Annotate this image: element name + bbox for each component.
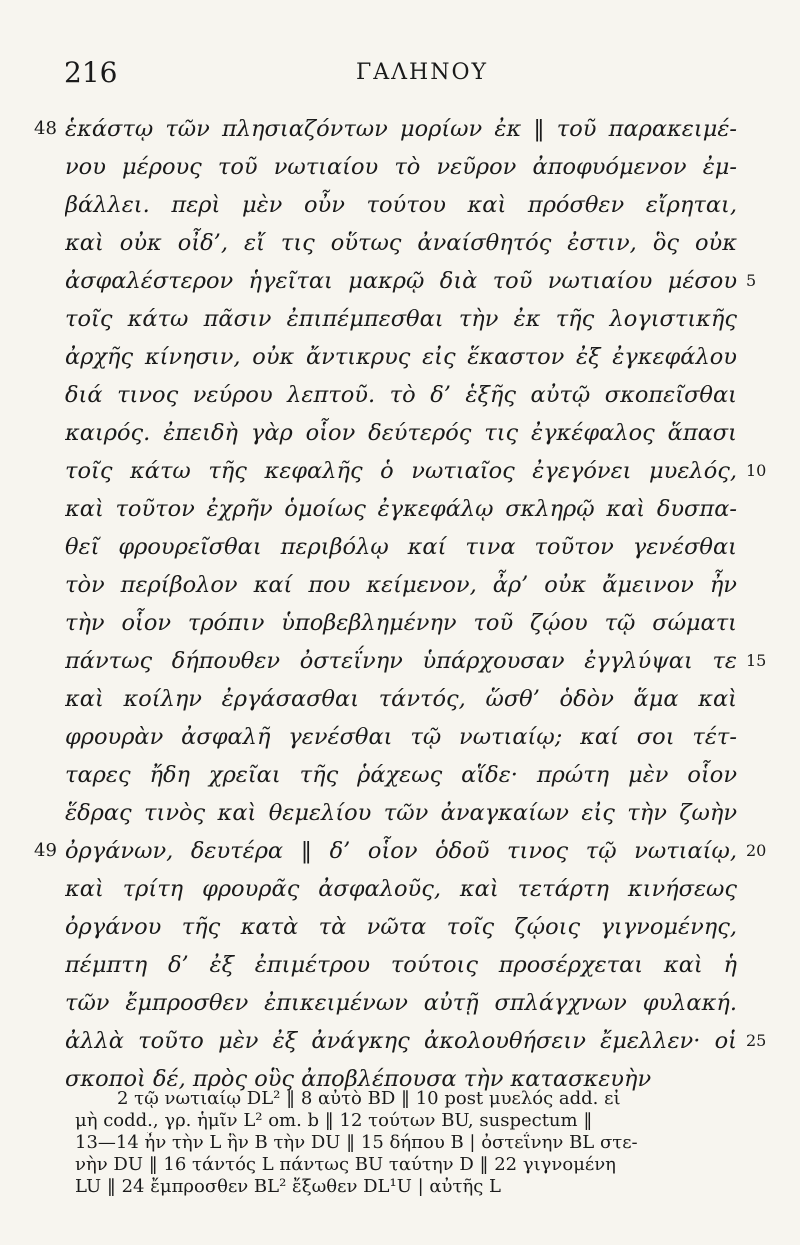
line-text: σκοποὶ δέ, πρὸς οὓς ἀποβλέπουσα τὴν κατασκευὴν — [65, 1066, 652, 1092]
page-number: 216 — [64, 56, 118, 89]
line-number: 15 — [746, 651, 767, 670]
text-line — [0, 338, 800, 376]
text-line — [0, 490, 800, 528]
running-head: ΓΑΛΗΝΟΥ — [356, 60, 489, 85]
text-line — [0, 604, 800, 642]
page-reference-number: 49 — [34, 840, 57, 861]
text-line — [0, 186, 800, 224]
text-line — [0, 224, 800, 262]
line-text: βάλλει. περὶ μὲν οὖν τούτου καὶ πρόσθεν εἴρηται, — [65, 192, 737, 218]
text-line — [0, 262, 800, 300]
text-line — [0, 984, 800, 1022]
text-line — [0, 414, 800, 452]
text-line — [0, 452, 800, 490]
text-line — [0, 832, 800, 870]
line-text: ὀργάνων, δευτέρα ‖ δ’ οἷον ὁδοῦ τινος τῷ νωτιαίῳ, — [65, 838, 737, 864]
text-line — [0, 1022, 800, 1060]
footnote-line: 2 τῷ νωτιαίῳ DL² ‖ 8 αὐτὸ BD ‖ 10 post μυελός add. εἰ — [117, 1088, 621, 1109]
line-text: νου μέρους τοῦ νωτιαίου τὸ νεῦρον ἀποφυόμενον ἐμ- — [65, 154, 737, 180]
main-text — [0, 110, 800, 1098]
text-line — [0, 528, 800, 566]
line-text: φρουρὰν ἀσφαλῆ γενέσθαι τῷ νωτιαίῳ; καί σοι τέτ- — [65, 724, 737, 750]
text-line — [0, 376, 800, 414]
critical-apparatus — [75, 1088, 735, 1198]
line-text: ἕδρας τινὸς καὶ θεμελίου τῶν ἀναγκαίων εἰς τὴν ζωὴν — [65, 800, 737, 826]
line-text: πέμπτη δ’ ἐξ ἐπιμέτρου τούτοις προσέρχεται καὶ ἡ — [65, 952, 737, 978]
line-text: ἀλλὰ τοῦτο μὲν ἐξ ἀνάγκης ἀκολουθήσειν ἔμελλεν· οἱ — [65, 1028, 737, 1054]
line-text: τοῖς κάτω πᾶσιν ἐπιπέμπεσθαι τὴν ἐκ τῆς λογιστικῆς — [65, 306, 737, 332]
text-line — [0, 794, 800, 832]
text-line — [0, 566, 800, 604]
line-text: ταρες ἤδη χρεῖαι τῆς ῥάχεως αἵδε· πρώτη μὲν οἷον — [65, 762, 737, 788]
text-line — [0, 110, 800, 148]
text-line — [0, 908, 800, 946]
line-text: διά τινος νεύρου λεπτοῦ. τὸ δ’ ἑξῆς αὐτῷ σκοπεῖσθαι — [65, 382, 737, 408]
text-line — [0, 148, 800, 186]
footnote-line: 13—14 ἦν τὴν L ἣν B τὴν DU ‖ 15 δήπου B | ὀστεΐνην BL στε- — [75, 1132, 638, 1153]
line-text: τοῖς κάτω τῆς κεφαλῆς ὁ νωτιαῖος ἐγεγόνει μυελός, — [65, 458, 737, 484]
line-text: ὀργάνου τῆς κατὰ τὰ νῶτα τοῖς ζῴοις γιγνομένης, — [65, 914, 737, 940]
line-number: 5 — [746, 271, 757, 290]
text-line — [0, 642, 800, 680]
text-line — [0, 680, 800, 718]
footnote-line: νὴν DU ‖ 16 τάντός L πάντως BU ταύτην D ‖ 22 γιγνομένη — [75, 1154, 616, 1175]
footnote-line: LU ‖ 24 ἔμπροσθεν BL² ἔξωθεν DL¹U | αὐτῆς L — [75, 1176, 501, 1197]
text-line — [0, 870, 800, 908]
line-text: καιρός. ἐπειδὴ γὰρ οἷον δεύτερός τις ἐγκέφαλος ἅπασι — [65, 420, 737, 446]
line-text: τῶν ἔμπροσθεν ἐπικειμένων αὐτῇ σπλάγχνων φυλακή. — [65, 990, 737, 1016]
line-text: καὶ τρίτη φρουρᾶς ἀσφαλοῦς, καὶ τετάρτη κινήσεως — [65, 876, 737, 902]
line-number: 25 — [746, 1031, 767, 1050]
line-text: καὶ οὐκ οἶδ’, εἴ τις οὕτως ἀναίσθητός ἐστιν, ὃς οὐκ — [65, 230, 737, 256]
page-reference-number: 48 — [34, 118, 57, 139]
line-text: καὶ κοίλην ἐργάσασθαι τάντός, ὥσθ’ ὁδὸν ἅμα καὶ — [65, 686, 737, 712]
line-text: πάντως δήπουθεν ὀστεΐνην ὑπάρχουσαν ἐγγλύψαι τε — [65, 648, 737, 674]
line-text: ἀσφαλέστερον ἡγεῖται μακρῷ διὰ τοῦ νωτιαίου μέσου — [65, 268, 737, 294]
line-text: θεῖ φρουρεῖσθαι περιβόλῳ καί τινα τοῦτον γενέσθαι — [65, 534, 737, 560]
line-text: τὸν περίβολον καί που κείμενον, ἆρ’ οὐκ ἄμεινον ἦν — [65, 572, 737, 598]
line-number: 10 — [746, 461, 767, 480]
text-line — [0, 756, 800, 794]
page-header — [60, 56, 740, 96]
text-line — [0, 300, 800, 338]
line-text: καὶ τοῦτον ἐχρῆν ὁμοίως ἐγκεφάλῳ σκληρῷ καὶ δυσπα- — [65, 496, 737, 522]
text-line — [0, 946, 800, 984]
footnote-line: μὴ codd., γρ. ἡμῖν L² om. b ‖ 12 τούτων BU, suspectum ‖ — [75, 1110, 593, 1131]
line-text: ἑκάστῳ τῶν πλησιαζόντων μορίων ἐκ ‖ τοῦ παρακειμέ- — [65, 116, 737, 142]
line-number: 20 — [746, 841, 767, 860]
line-text: ἀρχῆς κίνησιν, οὐκ ἄντικρυς εἰς ἕκαστον ἐξ ἐγκεφάλου — [65, 344, 737, 370]
text-line — [0, 718, 800, 756]
line-text: τὴν οἷον τρόπιν ὑποβεβλημένην τοῦ ζῴου τῷ σώματι — [65, 610, 737, 636]
